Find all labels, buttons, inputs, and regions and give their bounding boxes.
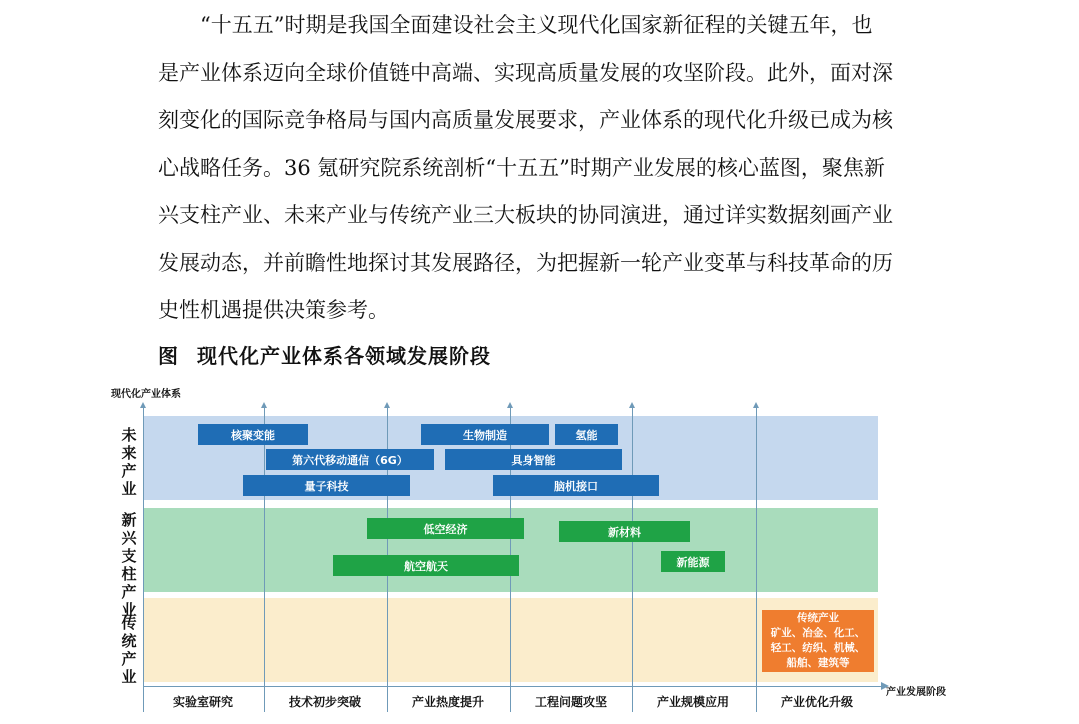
x-axis-title: 产业发展阶段 [886, 687, 946, 698]
stage-label: 技术初步突破 [288, 695, 361, 709]
traditional-box-line: 轻工、纺织、机械、 [770, 642, 866, 654]
emerging-band-label: 新兴支柱产业 [121, 511, 137, 619]
new-energy-box: 新能源 [661, 551, 725, 572]
y-axis-title: 现代化产业体系 [111, 389, 181, 400]
hydrogen-energy-box: 氢能 [555, 424, 618, 445]
future-band-label: 未来产业 [121, 426, 137, 498]
stage-label: 工程问题攻坚 [534, 695, 607, 709]
embodied-ai-box: 具身智能 [445, 449, 622, 470]
paragraph-line-3: 刻变化的国际竞争格局与国内高质量发展要求，产业体系的现代化升级已成为核 [158, 108, 893, 132]
traditional-band-label: 传统产业 [121, 614, 137, 686]
x-axis [143, 686, 883, 687]
stage-label: 实验室研究 [172, 695, 233, 709]
traditional-box-line: 船舶、建筑等 [786, 657, 850, 669]
6g-communication-box: 第六代移动通信（6G） [266, 449, 434, 470]
fusion-energy-box: 核聚变能 [198, 424, 308, 445]
low-altitude-economy-box: 低空经济 [367, 518, 524, 539]
stage-label: 产业热度提升 [411, 695, 484, 709]
stage-divider [143, 404, 144, 712]
stage-divider [632, 404, 633, 712]
brain-computer-interface-box: 脑机接口 [493, 475, 659, 496]
biomanufacturing-box: 生物制造 [421, 424, 549, 445]
stage-divider [756, 404, 757, 712]
paragraph-line-4: 心战略任务。36 氪研究院系统剖析“十五五”时期产业发展的核心蓝图，聚焦新 [158, 155, 885, 180]
industry-stage-diagram [0, 378, 1079, 724]
stage-label: 产业优化升级 [780, 695, 853, 709]
paragraph-line-5: 兴支柱产业、未来产业与传统产业三大板块的协同演进，通过详实数据刻画产业 [158, 203, 893, 227]
paragraph-line-6: 发展动态，并前瞻性地探讨其发展路径，为把握新一轮产业变革与科技革命的历 [158, 250, 893, 275]
figure-caption [158, 340, 491, 369]
stage-label: 产业规模应用 [656, 695, 729, 709]
figure-label: 图 [158, 344, 179, 368]
aerospace-box: 航空航天 [333, 555, 519, 576]
traditional-box-title: 传统产业 [797, 612, 839, 624]
stage-divider [264, 404, 265, 712]
figure-title: 现代化产业体系各领域发展阶段 [197, 344, 491, 368]
new-materials-box: 新材料 [559, 521, 690, 542]
traditional-box-line: 矿业、冶金、化工、 [770, 627, 866, 639]
paragraph-line-1: “十五五”时期是我国全面建设社会主义现代化国家新征程的关键五年，也 [200, 13, 873, 37]
paragraph-line-7: 史性机遇提供决策参考。 [158, 298, 389, 322]
paragraph-line-2: 是产业体系迈向全球价值链中高端、实现高质量发展的攻坚阶段。此外，面对深 [158, 60, 893, 85]
quantum-tech-box: 量子科技 [243, 475, 410, 496]
traditional-industry-box [762, 610, 874, 672]
intro-paragraph [158, 2, 928, 335]
